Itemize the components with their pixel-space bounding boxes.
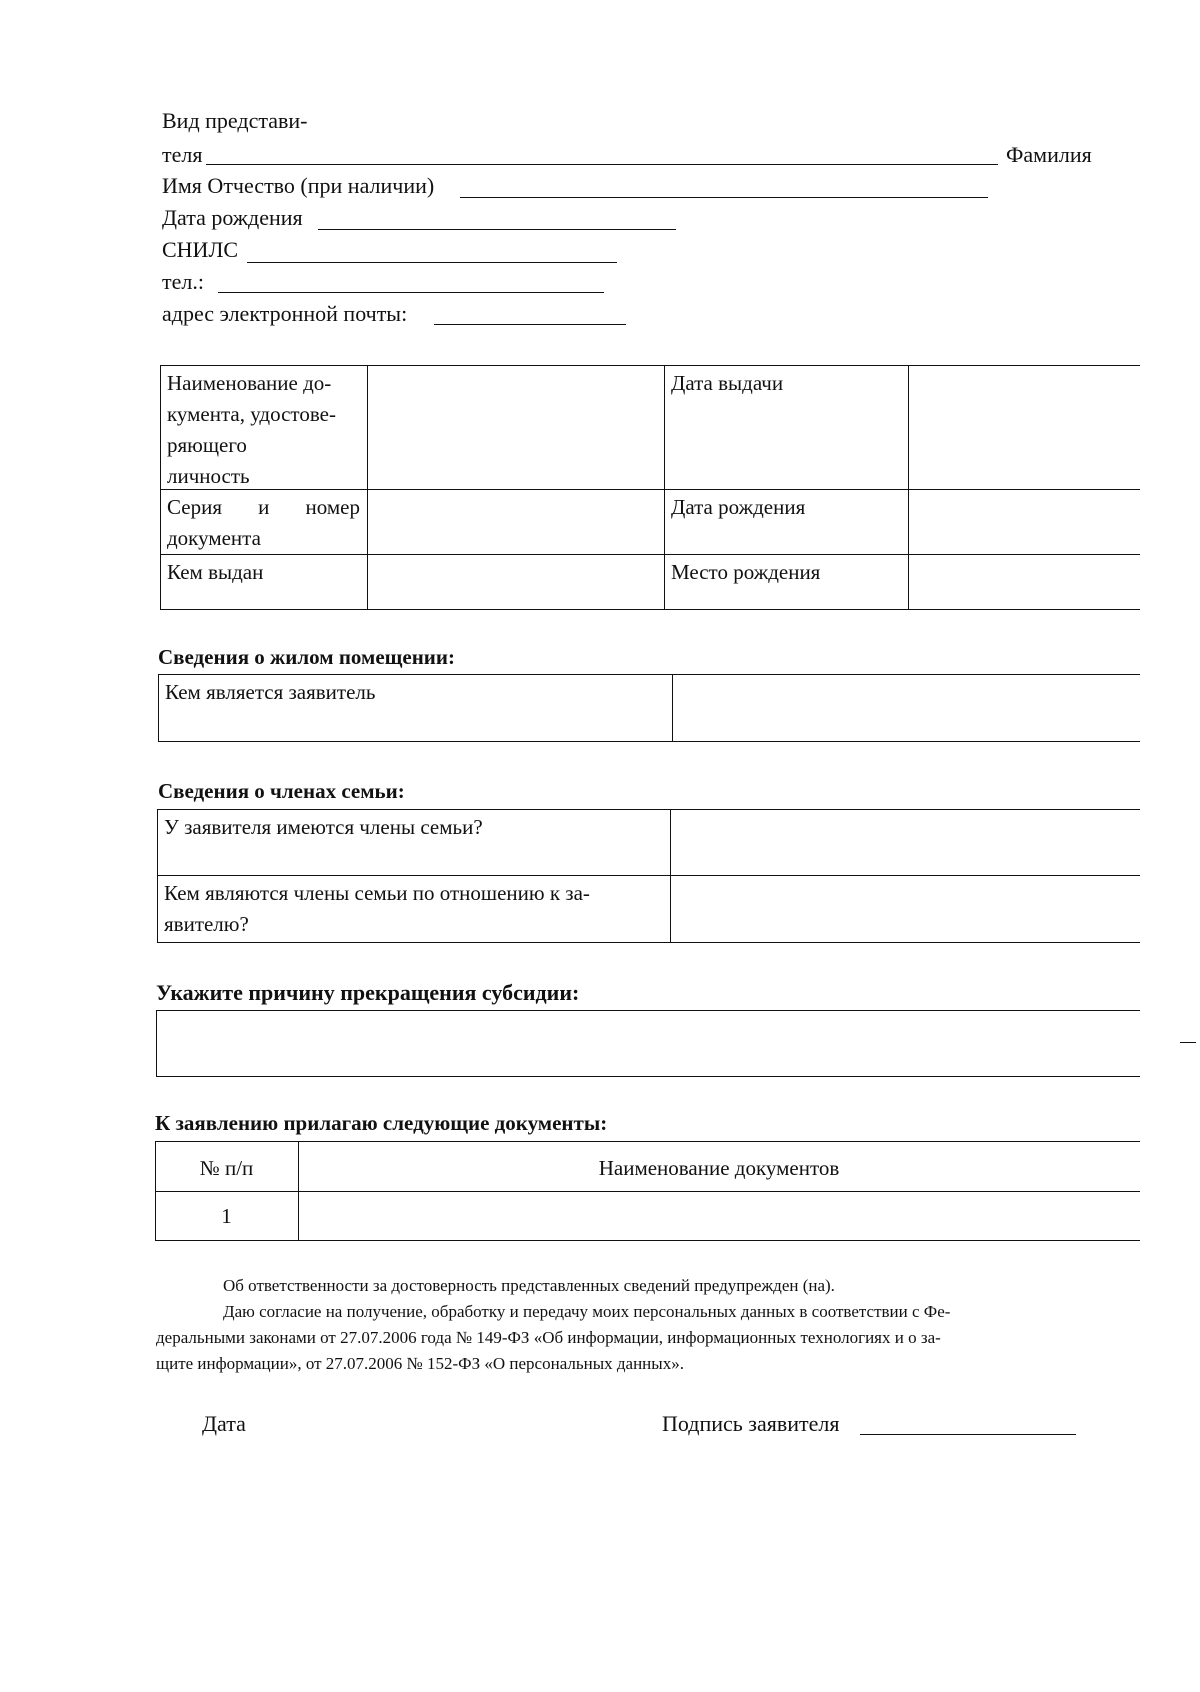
has-family-label: У заявителя имеются члены семьи? bbox=[164, 815, 483, 839]
snils-label: СНИЛС bbox=[162, 237, 239, 262]
series-number-label: Серия и номер документа bbox=[167, 495, 360, 550]
document-name-field[interactable] bbox=[298, 1192, 1140, 1240]
family-heading: Сведения о членах семьи: bbox=[158, 779, 405, 803]
doc-name-value[interactable] bbox=[367, 366, 664, 489]
surname-label: Фамилия bbox=[1006, 142, 1092, 167]
signature-field[interactable] bbox=[860, 1434, 1076, 1435]
col-name-header: Наименование документов bbox=[598, 1156, 840, 1180]
applicant-is-value[interactable] bbox=[672, 675, 1140, 741]
issue-date-value[interactable] bbox=[908, 366, 1140, 489]
termination-reason-field[interactable] bbox=[156, 1011, 1140, 1076]
scan-mark bbox=[1180, 1042, 1196, 1043]
col-number-header: № п/п bbox=[199, 1156, 254, 1180]
termination-heading: Укажите причину прекращения субсидии: bbox=[156, 980, 580, 1005]
snils-field[interactable] bbox=[247, 262, 617, 263]
birth-date-field[interactable] bbox=[318, 229, 676, 230]
birth-date-label: Дата рождения bbox=[162, 205, 303, 230]
birth-place-value[interactable] bbox=[908, 555, 1140, 609]
row-number: 1 bbox=[221, 1204, 232, 1228]
has-family-value[interactable] bbox=[670, 810, 1140, 875]
id-birth-date-value[interactable] bbox=[908, 490, 1140, 554]
id-birth-date-label: Дата рождения bbox=[671, 495, 806, 519]
rep-type-label-line1: Вид представи- bbox=[162, 108, 308, 133]
family-relation-value[interactable] bbox=[670, 876, 1140, 942]
applicant-is-label: Кем является заявитель bbox=[165, 680, 376, 704]
email-field[interactable] bbox=[434, 324, 626, 325]
issued-by-value[interactable] bbox=[367, 555, 664, 609]
phone-field[interactable] bbox=[218, 292, 604, 293]
phone-label: тел.: bbox=[162, 269, 204, 294]
doc-name-label: Наименование до- кумента, удостове- ряющего личность bbox=[167, 371, 336, 488]
name-patronymic-field[interactable] bbox=[460, 197, 988, 198]
responsibility-text: Об ответственности за достоверность представленных сведений предупрежден (на). bbox=[223, 1276, 835, 1295]
name-patronymic-label: Имя Отчество (при наличии) bbox=[162, 173, 435, 198]
signature-label: Подпись заявителя bbox=[662, 1411, 840, 1436]
housing-heading: Сведения о жилом помещении: bbox=[158, 645, 455, 669]
rep-type-label-line2: теля bbox=[162, 142, 203, 167]
birth-place-label: Место рождения bbox=[671, 560, 821, 584]
issue-date-label: Дата выдачи bbox=[671, 371, 784, 395]
email-label: адрес электронной почты: bbox=[162, 301, 408, 326]
rep-type-field[interactable] bbox=[206, 164, 998, 165]
family-relation-label: Кем являются члены семьи по отношению к за- явителю? bbox=[164, 881, 590, 936]
date-label: Дата bbox=[202, 1411, 246, 1436]
series-number-value[interactable] bbox=[367, 490, 664, 554]
attachments-heading: К заявлению прилагаю следующие документы: bbox=[155, 1111, 608, 1135]
issued-by-label: Кем выдан bbox=[167, 560, 264, 584]
